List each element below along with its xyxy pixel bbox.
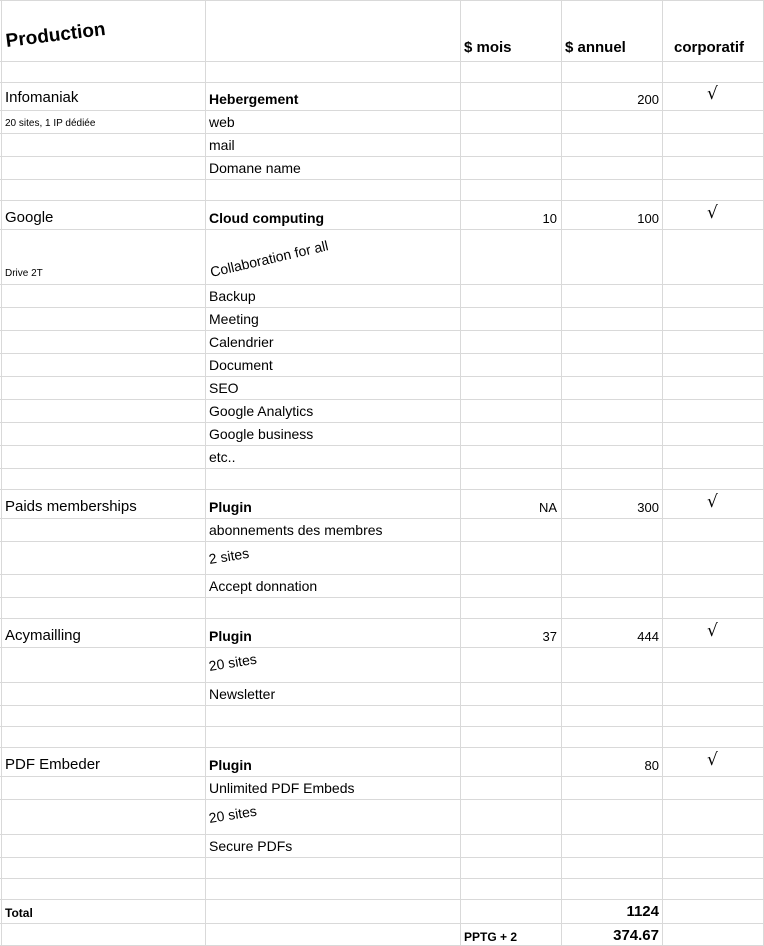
check-icon: √ [707,621,718,641]
item-backup: Backup [209,288,256,304]
category-acymailling: Plugin [209,628,252,644]
vendor-name-acymailling: Acymailling [5,627,81,644]
item-secure-pdfs: Secure PDFs [209,838,293,854]
pptg-label: PPTG + 2 [464,930,518,944]
note-google: Drive 2T [5,268,43,279]
item-abonnements: abonnements des membres [209,522,383,538]
item-mail: mail [209,137,235,153]
total-label: Total [5,906,33,920]
item-etc: etc.. [209,449,236,465]
check-icon: √ [707,750,718,770]
header-corporate: corporatif [674,39,745,56]
item-unlimited-pdf: Unlimited PDF Embeds [209,780,355,796]
category-google: Cloud computing [209,210,325,226]
item-20-sites-pdf: 20 sites [207,802,258,826]
item-2-sites: 2 sites [207,544,251,567]
check-icon: √ [707,492,718,512]
item-20-sites: 20 sites [207,650,258,674]
vendor-name-google: Google [5,209,54,226]
category-paids: Plugin [209,499,252,515]
item-google-analytics: Google Analytics [209,403,314,419]
annual-acymailling: 444 [637,629,659,644]
annual-paids: 300 [637,500,659,515]
check-icon: √ [707,84,718,104]
category-pdf: Plugin [209,757,252,773]
sheet-title: Production [4,18,107,52]
annual-google: 100 [637,211,659,226]
item-google-business: Google business [209,426,314,442]
item-calendrier: Calendrier [209,334,274,350]
vendor-name-pdf: PDF Embeder [5,756,101,773]
note-infomaniak: 20 sites, 1 IP dédiée [5,118,96,129]
item-newsletter: Newsletter [209,686,276,702]
pptg-value: 374.67 [613,927,659,944]
vendor-name-infomaniak: Infomaniak [5,89,79,106]
vendor-name-paids: Paids memberships [5,498,137,515]
category-infomaniak: Hebergement [209,91,299,107]
header-monthly: $ mois [464,39,512,56]
check-icon: √ [707,203,718,223]
total-value: 1124 [626,903,659,920]
header-annual: $ annuel [565,39,626,56]
item-web: web [209,114,235,130]
item-meeting: Meeting [209,311,259,327]
monthly-acymailling: 37 [542,629,557,644]
item-collaboration: Collaboration for all [208,237,330,280]
item-seo: SEO [209,380,239,396]
annual-pdf: 80 [644,758,659,773]
item-accept-donnation: Accept donnation [209,578,318,594]
monthly-paids: NA [538,500,557,515]
item-document: Document [209,357,273,373]
monthly-google: 10 [542,211,557,226]
item-domain: Domane name [209,160,301,176]
annual-infomaniak: 200 [637,92,659,107]
